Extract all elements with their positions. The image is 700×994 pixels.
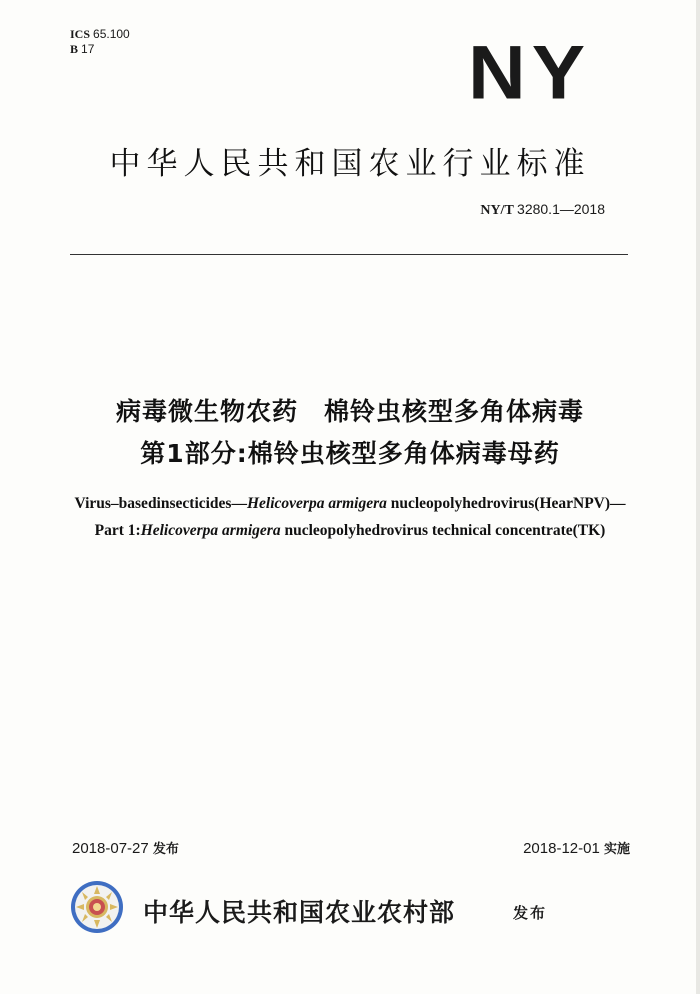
title-zh-line2: 第1部分:棉铃虫核型多角体病毒母药 — [140, 439, 560, 468]
issued-label: 发布 — [513, 904, 548, 922]
title-zh-line1: 病毒微生物农药 棉铃虫核型多角体病毒 — [115, 397, 584, 426]
divider — [70, 254, 628, 255]
classification-codes — [70, 27, 130, 57]
ny-logo: NY — [468, 30, 592, 115]
ccs-code: B 17 — [70, 42, 95, 56]
title-en-line2: Part 1:Helicoverpa armigera nucleopolyhedrovirus technical concentrate(TK) — [94, 522, 606, 539]
standard-number: NY/T 3280.1—2018 — [480, 201, 605, 218]
ics-code: ICS 65.100 — [70, 27, 130, 41]
standard-category: 中华人民共和国农业行业标准 — [109, 146, 591, 182]
issuing-ministry: 中华人民共和国农业农村部 — [143, 898, 456, 927]
issue-date: 2018-07-27 发布 — [72, 840, 179, 857]
implementation-date: 2018-12-01 实施 — [523, 840, 630, 857]
ministry-emblem-icon — [70, 880, 124, 934]
title-en-line1: Virus–basedinsecticides—Helicoverpa armigera nucleopolyhedrovirus(HearNPV)— — [74, 495, 626, 512]
